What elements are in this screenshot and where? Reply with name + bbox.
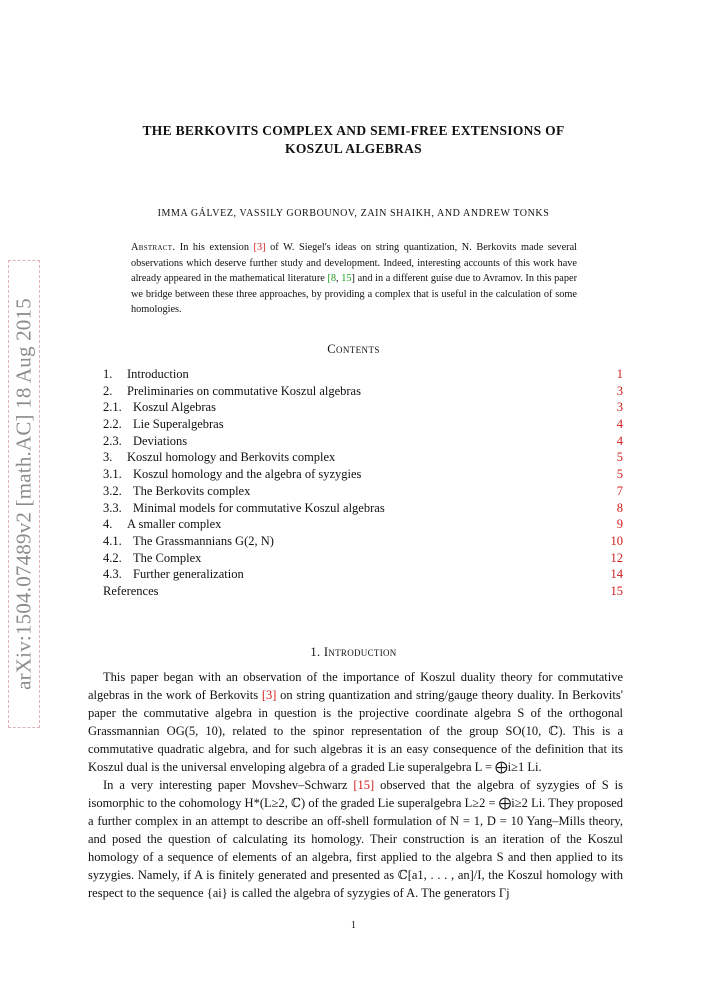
- toc-entry-page[interactable]: 14: [610, 567, 623, 582]
- section-1-number: 1.: [310, 645, 321, 659]
- toc-entry-label: Koszul Algebras: [133, 400, 216, 415]
- toc-entry[interactable]: [103, 416, 623, 433]
- toc-entry-label: Introduction: [127, 367, 189, 381]
- arxiv-id: arXiv:1504.07489v2 [math.AC] 18 Aug 2015: [11, 298, 36, 690]
- toc-entry-number: 4.: [103, 517, 113, 532]
- citation-8-open[interactable]: [8: [327, 273, 337, 284]
- paragraph-1-text-b: on string quantization and string/gauge theory duality. In Berkovits' paper the commutative algebra in question is the projective coordinate algebra S of the orthogonal Grassmannian OG(5, 10), related to the spinor representation of the group SO(10, ℂ). This is a commutative quadratic algebra, and for such algebras it is an easy consequence of the definition that its Koszul dual is the universal enveloping algebra of a graded Lie superalgebra L = ⨁i≥1 Li.: [88, 688, 623, 774]
- toc-entry-label: Koszul homology and Berkovits complex: [127, 450, 336, 465]
- citation-3[interactable]: [3]: [253, 242, 266, 253]
- abstract-text-1: In his extension: [175, 242, 254, 253]
- toc-entry-label: Minimal models for commutative Koszul algebras: [133, 500, 385, 515]
- toc-entry-label: Lie Superalgebras: [133, 417, 224, 432]
- toc-entry[interactable]: [103, 500, 623, 517]
- citation-sep: ,: [336, 273, 342, 284]
- citation-15[interactable]: 15: [341, 273, 352, 284]
- toc-entry-number: 3.1.: [103, 467, 122, 482]
- page-number: 1: [351, 920, 356, 931]
- citation-close: ]: [351, 273, 355, 284]
- toc-entry-page[interactable]: 5: [616, 450, 623, 465]
- toc-entry-title: [103, 483, 250, 500]
- toc-entry-number: 3.2.: [103, 483, 122, 498]
- toc-entry-number: 2.3.: [103, 433, 122, 448]
- toc-entry-number: 4.3.: [103, 567, 122, 582]
- toc-entry-label: Deviations: [133, 433, 188, 448]
- toc-entry-page[interactable]: 15: [610, 583, 623, 598]
- toc-entry-title: [103, 416, 224, 433]
- toc-entry-page[interactable]: 7: [616, 483, 623, 498]
- toc-entry[interactable]: [103, 483, 623, 500]
- toc-entry-title: [103, 366, 189, 383]
- paragraph-1: [88, 668, 623, 776]
- toc-entry[interactable]: [103, 466, 623, 483]
- toc-entry-label: Preliminaries on commutative Koszul algebras: [127, 383, 361, 398]
- toc-entry-number: 3.3.: [103, 500, 122, 515]
- toc-entry-page[interactable]: 8: [616, 500, 623, 515]
- toc-entry-title: [103, 433, 187, 450]
- toc-entry-page[interactable]: 12: [610, 550, 623, 565]
- toc-entry-title: [103, 500, 385, 517]
- toc-entry-page[interactable]: 3: [616, 400, 623, 415]
- paragraph-2-text-b: observed that the algebra of syzygies of S is isomorphic to the cohomology H*(L≥2, ℂ) of the graded Lie superalgebra L≥2 = ⨁i≥2 Li. They proposed a further complex in an attempt to describe an off-shell formulation of N = 1, D = 10 Yang–Mills theory, and posed the question of calculating its homology. Their construction is an iteration of the Koszul homology of a sequence of elements of an algebra, first applied to the algebra S and then applied to its syzygies. Namely, if A is finitely generated and presented as ℂ[a1, . . . , an]/I, the Koszul homology with respect to the sequence {ai} is called the algebra of syzygies of A. The generators Γj: [88, 778, 623, 900]
- toc-entry[interactable]: [103, 399, 623, 416]
- toc-entry-title: [103, 516, 221, 533]
- toc-entry-label: A smaller complex: [127, 517, 222, 532]
- paragraph-1-text-a: This paper began with an observation of the importance of Koszul duality theory for commutative algebras in the work of Berkovits: [88, 670, 623, 702]
- citation-3-body[interactable]: [3]: [261, 688, 277, 702]
- toc-entry[interactable]: [103, 550, 623, 567]
- toc-entry-number: 4.1.: [103, 533, 122, 548]
- citation-15-body[interactable]: [15]: [353, 778, 375, 792]
- toc-entry-title: [103, 533, 274, 550]
- body-text: [88, 668, 623, 902]
- toc-entry[interactable]: [103, 383, 623, 400]
- toc-entry-title: [103, 583, 159, 600]
- title-line-1: THE BERKOVITS COMPLEX AND SEMI-FREE EXTENSIONS OF: [142, 123, 565, 138]
- contents-title: Contents: [327, 342, 380, 356]
- section-1-heading: [0, 645, 707, 660]
- section-1-title: Introduction: [323, 645, 397, 659]
- toc-entry-page[interactable]: 3: [616, 383, 623, 398]
- toc-entry-title: [103, 566, 244, 583]
- abstract-label: Abstract.: [131, 242, 176, 253]
- toc-entry-number: 2.2.: [103, 417, 122, 432]
- toc-entry-label: Further generalization: [133, 567, 244, 582]
- toc-entry-title: [103, 550, 201, 567]
- toc-entry-title: [103, 383, 361, 400]
- toc-entry[interactable]: [103, 366, 623, 383]
- toc-entry[interactable]: [103, 516, 623, 533]
- toc-entry-number: 2.1.: [103, 400, 122, 415]
- toc-entry-page[interactable]: 4: [616, 417, 623, 432]
- paragraph-2: [88, 776, 623, 902]
- toc-entry-page[interactable]: 1: [616, 367, 623, 381]
- toc-entry-page[interactable]: 5: [616, 467, 623, 482]
- toc-entry[interactable]: [103, 449, 623, 466]
- toc-entry-title: [103, 449, 335, 466]
- toc-entry-label: The Berkovits complex: [133, 483, 251, 498]
- toc-entry-title: [103, 399, 216, 416]
- paragraph-2-text-a: In a very interesting paper Movshev–Schwarz: [103, 778, 354, 792]
- toc-entry[interactable]: [103, 583, 623, 600]
- toc-entry-number: 3.: [103, 450, 113, 465]
- toc-entry-label: The Complex: [133, 550, 202, 565]
- paper-title: [0, 122, 707, 158]
- toc-entry-title: [103, 466, 361, 483]
- toc-entry[interactable]: [103, 433, 623, 450]
- abstract: [131, 240, 577, 318]
- abstract-text-2: of W. Siegel's ideas on string quantization, N. Berkovits made several observations which deserve further study and development. Indeed, interesting accounts of this work have already appeared in the mathematical literature: [131, 242, 577, 284]
- toc-entry-number: 1.: [103, 367, 113, 381]
- toc-entry-label: Koszul homology and the algebra of syzygies: [133, 467, 362, 482]
- toc-entry[interactable]: [103, 566, 623, 583]
- title-line-2: KOSZUL ALGEBRAS: [285, 141, 422, 156]
- toc-entry-number: 4.2.: [103, 550, 122, 565]
- authors: IMMA GÁLVEZ, VASSILY GORBOUNOV, ZAIN SHAIKH, AND ANDREW TONKS: [157, 208, 550, 219]
- table-of-contents: [103, 366, 623, 600]
- toc-entry[interactable]: [103, 533, 623, 550]
- toc-entry-page[interactable]: 4: [616, 433, 623, 448]
- toc-entry-label: The Grassmannians G(2, N): [133, 533, 274, 548]
- toc-entry-number: 2.: [103, 383, 113, 398]
- toc-entry-page[interactable]: 10: [610, 533, 623, 548]
- toc-entry-page[interactable]: 9: [616, 517, 623, 532]
- abstract-text-3: and in a different guise due to Avramov. In this paper we bridge between these three approaches, by providing a complex that is useful in the calculation of some homologies.: [131, 273, 578, 315]
- toc-entry-label: References: [103, 583, 159, 598]
